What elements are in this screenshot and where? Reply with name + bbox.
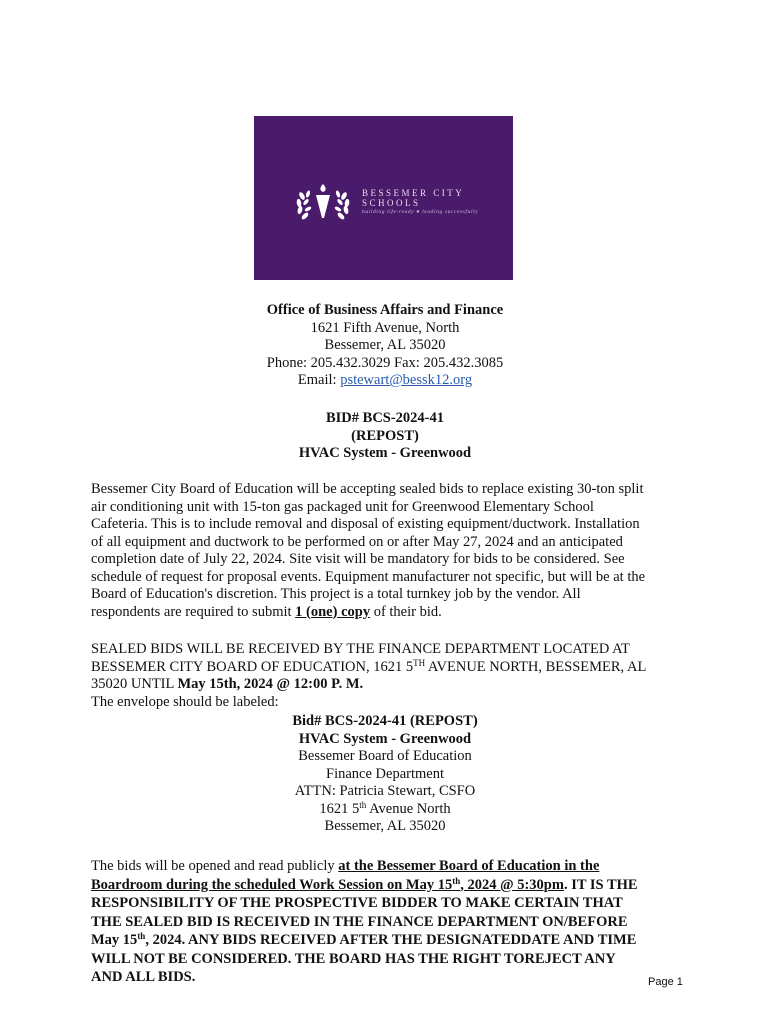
sealed-text: BESSEMER CITY BOARD OF EDUCATION, 1621 5 [91,658,414,675]
bid-title: HVAC System - Greenwood [298,445,472,461]
office-name: Office of Business Affairs and Finance [266,302,504,318]
address-line1: 1621 Fifth Avenue, North [310,319,460,336]
sealed-bids-paragraph [91,641,681,711]
sealed-line [91,676,681,694]
closing-text: The bids will be opened and read publicly [91,858,339,874]
sealed-line: SEALED BIDS WILL BE RECEIVED BY THE FINANCE DEPARTMENT LOCATED AT [91,641,630,657]
closing-line: THE SEALED BID IS RECEIVED IN THE FINANCE DEPARTMENT ON/BEFORE [91,913,628,930]
closing-text: May 15 [91,932,138,948]
intro-paragraph [91,481,681,621]
bid-repost: (REPOST) [351,427,419,444]
closing-line [91,857,681,876]
envelope-line: Finance Department [326,765,444,782]
superscript: th [359,799,367,810]
torch-laurel-icon [292,182,354,224]
envelope-title: HVAC System - Greenwood [298,730,472,747]
phone-fax: Phone: 205.432.3029 Fax: 205.432.3085 [266,354,504,371]
envelope-line: Bessemer Board of Education [298,748,472,764]
deadline: May 15th, 2024 @ 12:00 P. M. [177,676,364,692]
email-label: Email: [297,372,341,388]
email-link[interactable]: pstewart@bessk12.org [340,372,473,388]
office-header [0,302,770,390]
intro-line: schedule of request for proposal events. Equipment manufacturer not specific, but will be at the [91,568,646,585]
intro-text: respondents are required to submit [91,603,296,620]
superscript: TH [413,657,426,668]
intro-line: Cafeteria. This is to include removal and disposal of existing equipment/ductwork. Installation [91,516,640,532]
closing-line [91,931,681,950]
logo-title-line1: BESSEMER CITY [362,188,465,198]
envelope-label [0,713,770,836]
superscript: th [452,875,461,886]
superscript: th [137,931,146,941]
intro-text: of their bid. [370,603,442,620]
logo-tagline: building life-ready ● leading successfully [362,209,479,215]
bid-title-block [0,410,770,463]
envelope-line: Bessemer, AL 35020 [324,818,446,834]
closing-text: . IT IS THE [563,876,638,893]
closing-text: , 2024. ANY BIDS RECEIVED AFTER THE DESIGNATEDDATE AND TIME [145,932,637,948]
intro-line: air conditioning unit with 15-ton gas packaged unit for Greenwood Elementary School [91,498,594,515]
closing-line: AND ALL BIDS. [91,969,196,985]
bid-number: BID# BCS-2024-41 [325,410,445,426]
closing-line [91,876,681,895]
closing-line: RESPONSIBILITY OF THE PROSPECTIVE BIDDER TO MAKE CERTAIN THAT [91,895,623,911]
intro-line: Board of Education's discretion. This project is a total turnkey job by the vendor. All [91,586,581,602]
intro-line: completion date of July 22, 2024. Site visit will be mandatory for bids to be considered. See [91,551,625,567]
sealed-line: The envelope should be labeled: [91,693,279,710]
page-number: Page 1 [648,976,683,988]
email-line [0,372,770,390]
closing-emphasis: Boardroom during the scheduled Work Session on May 15 [91,876,453,893]
intro-line: Bessemer City Board of Education will be accepting sealed bids to replace existing 30-ton split [91,481,644,497]
logo-title-line2: SCHOOLS [362,198,421,208]
school-logo [254,116,513,280]
closing-emphasis: , 2024 @ 5:30pm [460,876,564,893]
envelope-bid-number: Bid# BCS-2024-41 (REPOST) [292,713,478,729]
closing-emphasis: at the Bessemer Board of Education in the [338,858,600,874]
closing-line: WILL NOT BE CONSIDERED. THE BOARD HAS THE RIGHT TOREJECT ANY [91,950,616,967]
intro-line: of all equipment and ductwork to be performed on or after May 27, 2024 and an anticipated [91,533,623,550]
sealed-text: 35020 UNTIL [91,676,178,692]
sealed-text: AVENUE NORTH, BESSEMER, AL [425,658,647,675]
envelope-text: 1621 5 [319,800,360,817]
envelope-line: ATTN: Patricia Stewart, CSFO [294,783,476,799]
intro-line [91,604,681,622]
copy-requirement: 1 (one) copy [295,603,371,620]
closing-paragraph [91,857,681,987]
envelope-line [0,801,770,819]
envelope-text: Avenue North [366,800,451,817]
sealed-line [91,659,681,677]
address-line2: Bessemer, AL 35020 [324,337,446,353]
